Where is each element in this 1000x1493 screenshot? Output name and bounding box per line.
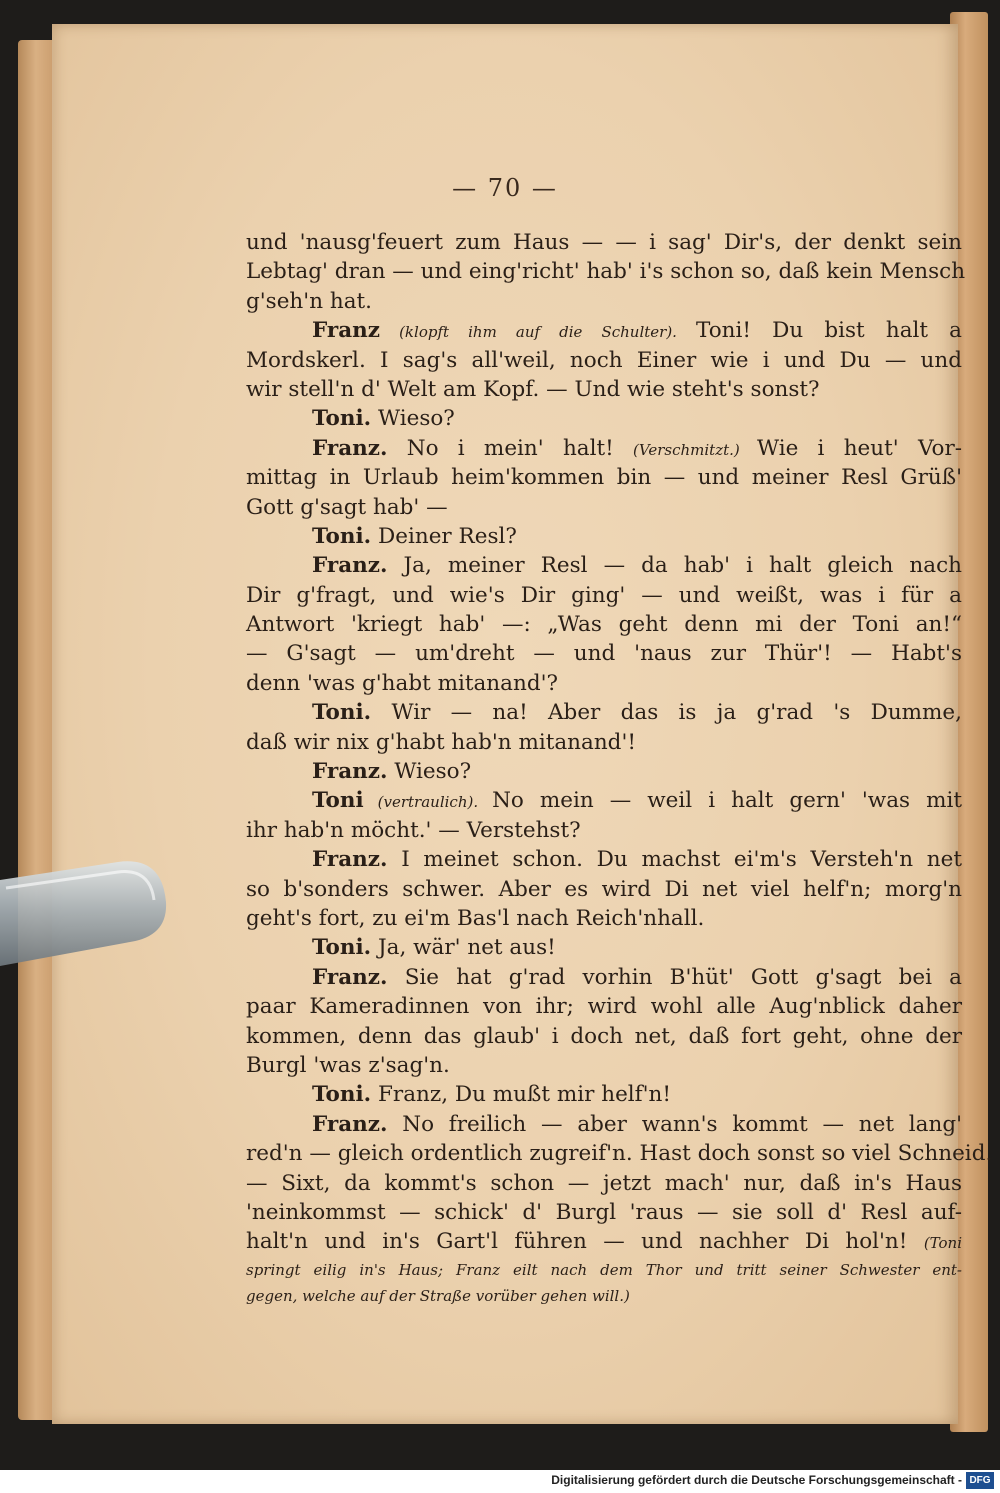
dfg-logo: DFG — [966, 1472, 994, 1489]
dialogue-text: red'n — gleich ordentlich zugreif'n. Hast doch sonst so viel Schneid. — [246, 1141, 993, 1167]
dialogue-text: Sie hat g'rad vorhin B'hüt' Gott g'sagt bei a — [387, 964, 962, 990]
text-line — [246, 728, 962, 757]
stage-direction: springt eilig in's Haus; Franz eilt nach dem Thor und tritt seiner Schwester ent- — [246, 1260, 962, 1279]
dialogue-text: Antwort 'kriegt hab' —: „Was geht denn mi der Toni an!“ — [246, 612, 962, 638]
dialogue-text: Dir g'fragt, und wie's Dir ging' — und weißt, was i für a — [246, 582, 962, 608]
text-line — [246, 257, 966, 286]
text-line — [246, 287, 962, 316]
stage-direction: (klopft ihm auf die Schulter). — [380, 323, 697, 342]
text-line — [246, 904, 962, 933]
dialogue-text: I meinet schon. Du machst ei'm's Versteh'n net — [387, 847, 962, 873]
speaker-name: Franz — [312, 318, 380, 344]
speaker-name: Toni — [312, 788, 364, 814]
dialogue-text: Ja, meiner Resl — da hab' i halt gleich nach — [387, 553, 962, 579]
text-line — [246, 816, 962, 845]
speaker-name: Toni. — [312, 523, 372, 549]
speaker-name: Franz. — [312, 759, 388, 785]
speaker-name: Toni. — [312, 700, 372, 726]
dialogue-text: No mein — weil i halt gern' 'was mit — [492, 788, 962, 814]
dialogue-text: Toni! Du bist halt a — [696, 318, 962, 344]
dialogue-text: Deiner Resl? — [371, 523, 517, 549]
page-number: — 70 — — [452, 174, 558, 202]
text-line — [246, 1080, 962, 1109]
text-line — [246, 1257, 962, 1283]
dialogue-text: No freilich — aber wann's kommt — net lang' — [387, 1111, 962, 1137]
text-line — [246, 992, 962, 1021]
text-line — [246, 757, 962, 786]
dialogue-text: Ja, wär' net aus! — [371, 935, 556, 961]
text-line — [246, 228, 962, 257]
text-line — [246, 1110, 962, 1139]
dialogue-text: halt'n und in's Gart'l führen — und nachher Di hol'n! — [246, 1229, 924, 1255]
speaker-name: Franz. — [312, 553, 388, 579]
dialogue-text: denn 'was g'habt mitanand'? — [246, 670, 559, 696]
text-line — [246, 1283, 962, 1309]
page-clip-holder-icon — [0, 858, 168, 970]
speaker-name: Toni. — [312, 935, 372, 961]
speaker-name: Franz. — [312, 1111, 388, 1137]
text-line — [246, 493, 962, 522]
text-line — [246, 316, 962, 345]
dialogue-text: wir stell'n d' Welt am Kopf. — Und wie steht's sonst? — [246, 376, 820, 402]
dialogue-text: paar Kameradinnen von ihr; wird wohl alle Aug'nblick daher — [246, 994, 962, 1020]
stage-direction: (Verschmitzt.) — [633, 440, 757, 459]
text-line — [246, 875, 962, 904]
text-line — [246, 463, 962, 492]
text-line — [246, 346, 962, 375]
book-page — [52, 24, 993, 1424]
text-line — [246, 933, 962, 962]
dialogue-text: — G'sagt — um'dreht — und 'naus zur Thür'! — Habt's — [246, 641, 962, 667]
dialogue-text: Mordskerl. I sag's all'weil, noch Einer wie i und Du — und — [246, 347, 962, 373]
text-line — [246, 963, 962, 992]
footer-credit-text: Digitalisierung gefördert durch die Deutsche Forschungsgemeinschaft - — [551, 1473, 962, 1487]
text-line — [246, 404, 962, 433]
text-line — [246, 1169, 962, 1198]
speaker-name: Franz. — [312, 435, 388, 461]
dialogue-text: Wir — na! Aber das is ja g'rad 's Dumme, — [371, 700, 962, 726]
stage-direction: (vertraulich). — [363, 793, 493, 812]
digitization-footer — [0, 1470, 1000, 1493]
dialogue-text: Gott g'sagt hab' — — [246, 494, 448, 520]
speaker-name: Franz. — [312, 847, 388, 873]
text-line — [246, 1139, 993, 1168]
dialogue-text: g'seh'n hat. — [246, 288, 373, 314]
text-line — [246, 698, 962, 727]
dialogue-text: geht's fort, zu ei'm Bas'l nach Reich'nhall. — [246, 905, 705, 931]
dialogue-text: Burgl 'was z'sag'n. — [246, 1052, 450, 1078]
stage-direction: (Toni — [923, 1234, 962, 1253]
dialogue-text: so b'sonders schwer. Aber es wird Di net viel helf'n; morg'n — [246, 876, 962, 902]
text-line — [246, 375, 962, 404]
dialogue-text: kommen, denn das glaub' i doch net, daß fort geht, ohne der — [246, 1023, 962, 1049]
page-text — [246, 228, 993, 1309]
dialogue-text: Wie i heut' Vor- — [756, 435, 962, 461]
speaker-name: Franz. — [312, 964, 388, 990]
text-line — [246, 669, 962, 698]
stage-direction: gegen, welche auf der Straße vorüber gehen will.) — [246, 1286, 630, 1305]
dialogue-text: ihr hab'n möcht.' — Verstehst? — [246, 817, 581, 843]
text-line — [246, 1051, 962, 1080]
text-line — [246, 551, 962, 580]
dialogue-text: Franz, Du mußt mir helf'n! — [371, 1082, 672, 1108]
text-line — [246, 581, 962, 610]
text-line — [246, 639, 962, 668]
text-line — [246, 1022, 962, 1051]
text-line — [246, 610, 962, 639]
dialogue-text: Wieso? — [387, 759, 472, 785]
speaker-name: Toni. — [312, 406, 372, 432]
dialogue-text: Wieso? — [371, 406, 455, 432]
dialogue-text: und 'nausg'feuert zum Haus — — i sag' Dir's, der denkt sein — [246, 230, 962, 255]
speaker-name: Toni. — [312, 1082, 372, 1108]
dialogue-text: No i mein' halt! — [387, 435, 634, 461]
text-line — [246, 1227, 962, 1256]
dialogue-text: — Sixt, da kommt's schon — jetzt mach' nur, daß in's Haus — [246, 1170, 962, 1196]
text-line — [246, 845, 962, 874]
dialogue-text: mittag in Urlaub heim'kommen bin — und meiner Resl Grüß' — [246, 465, 962, 491]
text-line — [246, 1198, 962, 1227]
dialogue-text: Lebtag' dran — und eing'richt' hab' i's schon so, daß kein Mensch — [246, 259, 966, 285]
text-line — [246, 786, 962, 815]
text-line — [246, 522, 962, 551]
dialogue-text: 'neinkommst — schick' d' Burgl 'raus — sie soll d' Resl auf- — [246, 1199, 962, 1225]
dialogue-text: daß wir nix g'habt hab'n mitanand'! — [246, 729, 636, 755]
text-line — [246, 434, 962, 463]
